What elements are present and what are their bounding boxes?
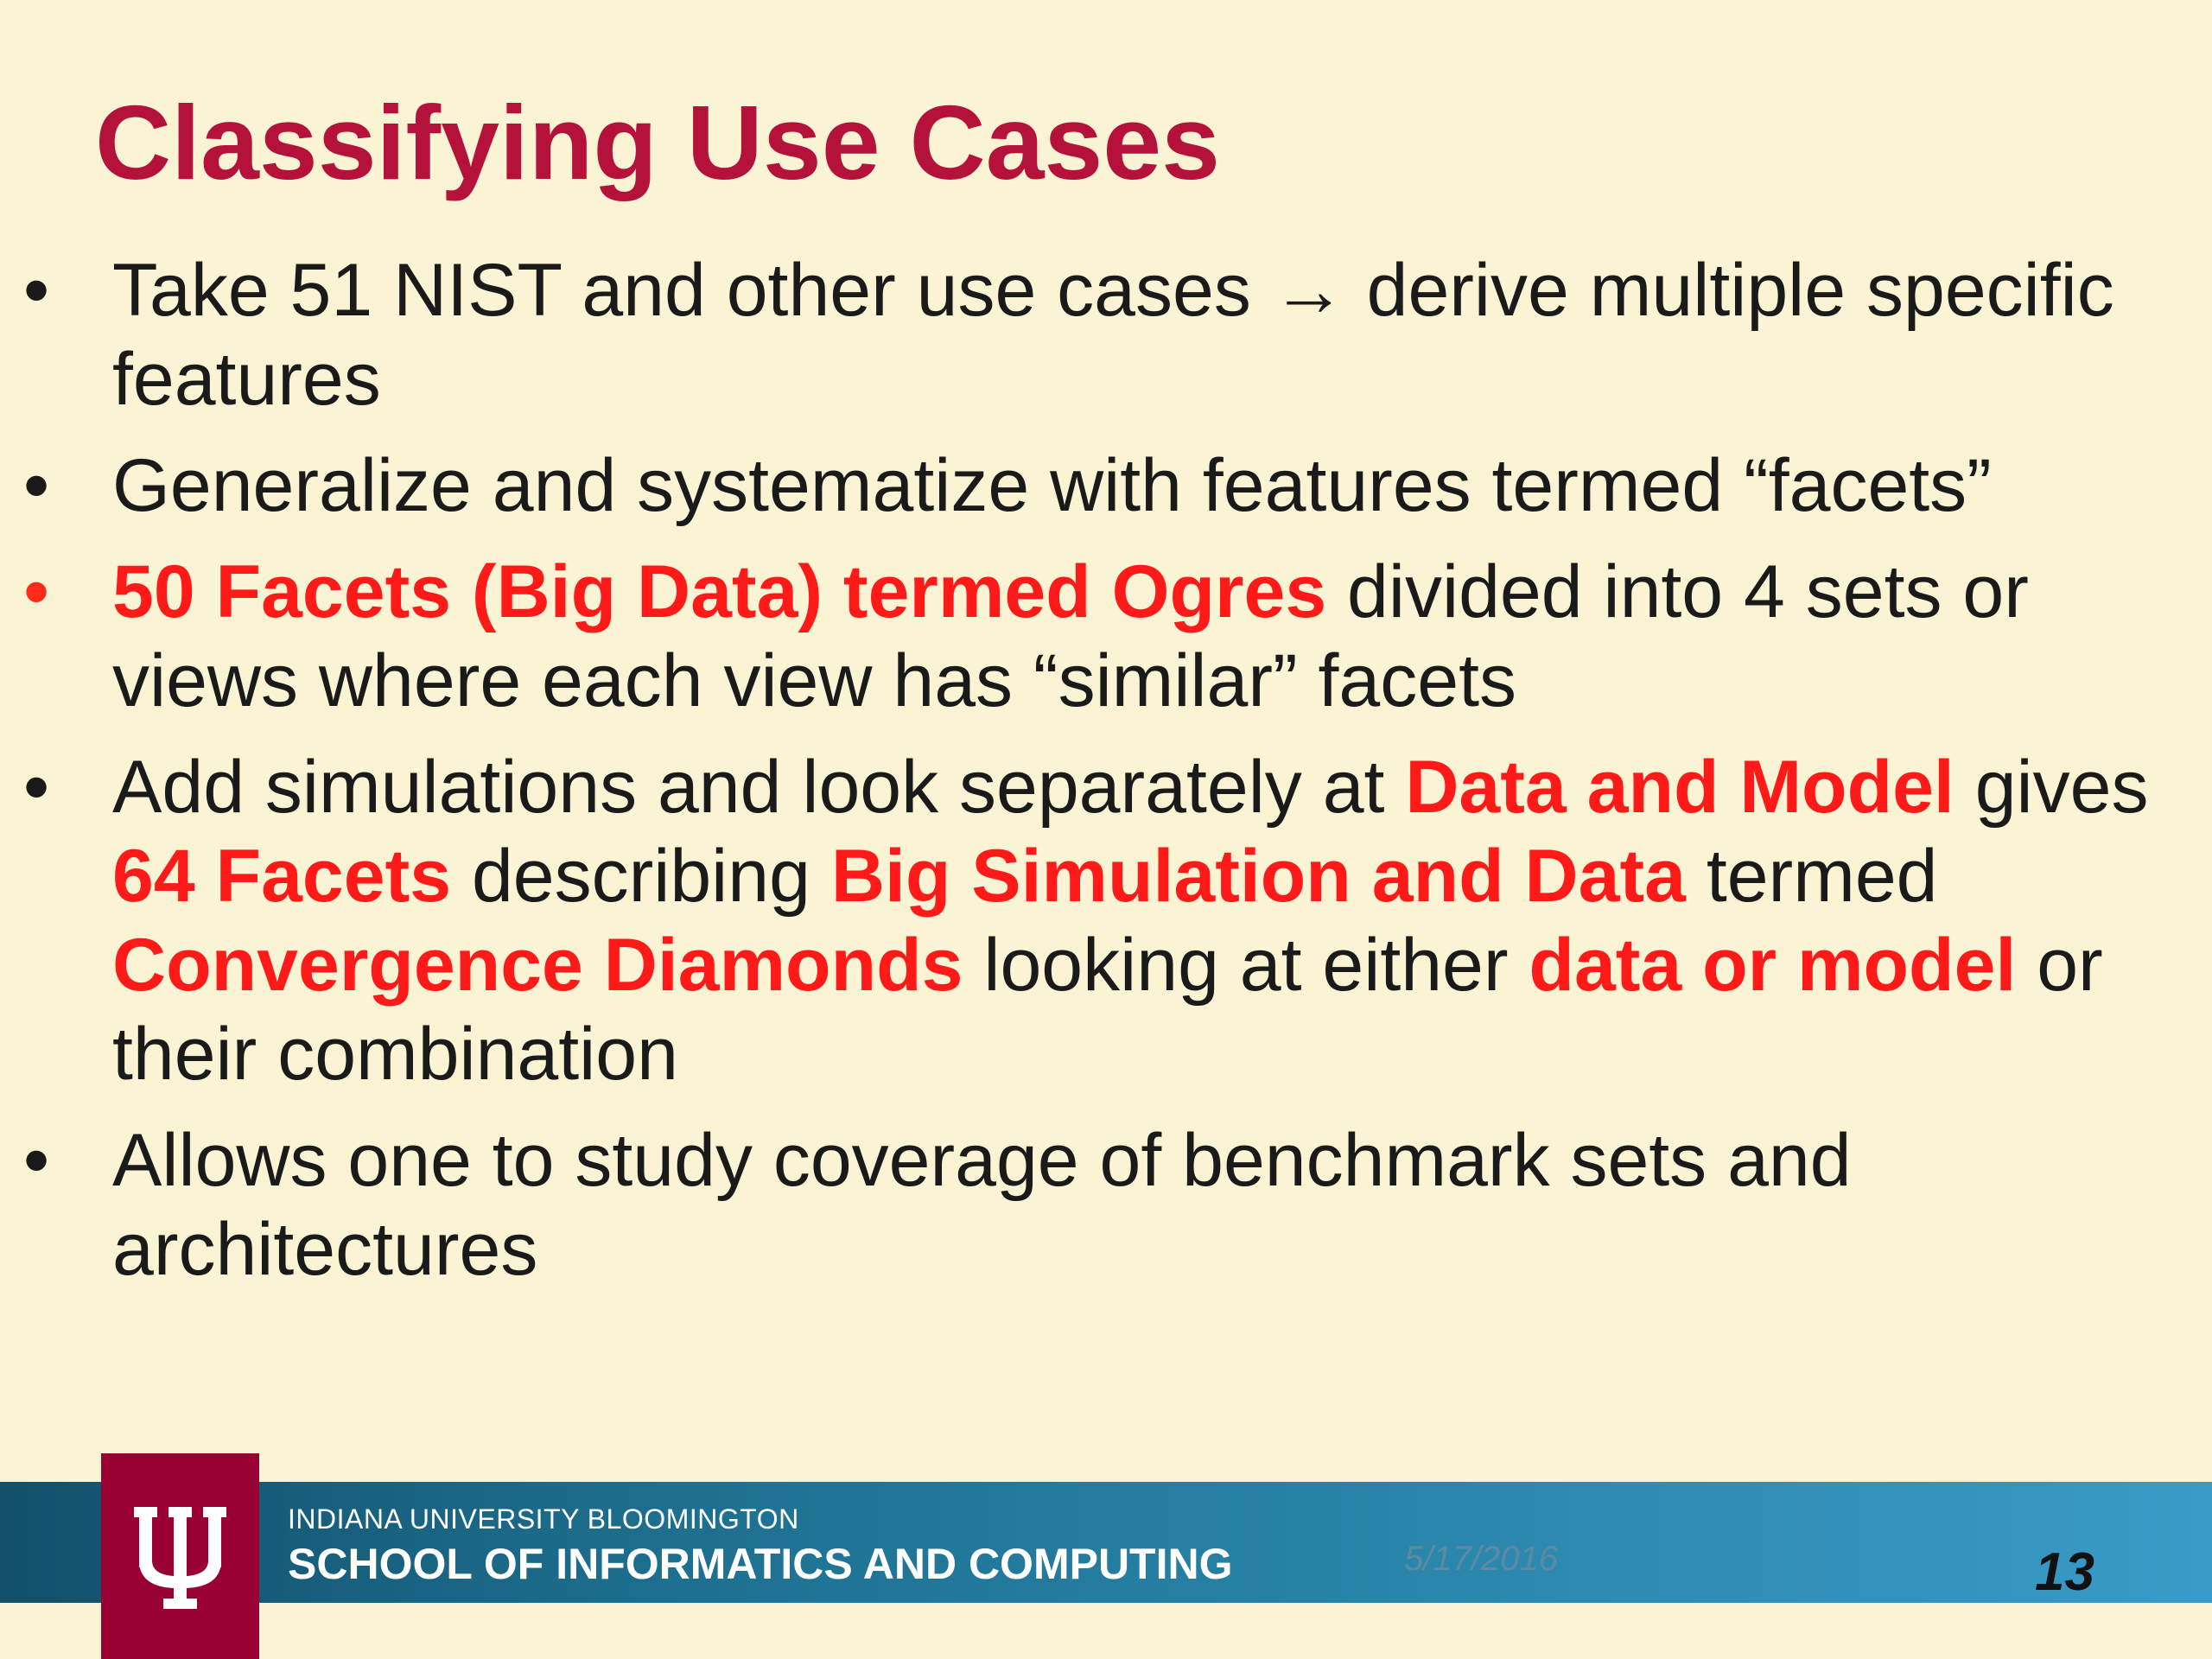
bullet-marker: • [23,1119,50,1202]
bullet-text: Add simulations and look separately at [112,746,1406,829]
slide-date: 5/17/2016 [1404,1540,1558,1578]
bullet-text: termed [1685,835,1938,918]
bullet-text: describing [451,835,831,918]
slide-title: Classifying Use Cases [95,84,1220,201]
bullet-highlight: Data and Model [1405,746,1955,829]
bullet-item [23,1116,2152,1294]
institution-name: INDIANA UNIVERSITY BLOOMINGTON [288,1503,799,1535]
bullet-highlight: Convergence Diamonds [112,924,963,1007]
bullet-item [23,548,2152,726]
school-name: SCHOOL OF INFORMATICS AND COMPUTING [288,1540,1233,1588]
iu-trident-icon [130,1507,230,1619]
bullet-text: Take 51 NIST and other use cases → derive multiple specific features [112,249,2114,421]
bullet-text: divided into 4 sets or views where each view has “similar” facets [112,550,2029,722]
bullet-text: gives [1954,746,2149,829]
bullet-highlight: 50 Facets (Big Data) termed Ogres [112,550,1327,633]
footer-bottom-strip [0,1603,2212,1659]
bullet-highlight: data or model [1529,924,2017,1007]
bullet-highlight: 64 Facets [112,835,452,918]
bullet-marker: • [23,249,50,332]
page-number: 13 [2035,1542,2094,1602]
bullet-marker: • [23,444,50,527]
iu-logo [101,1453,259,1659]
bullet-item [23,442,2152,531]
bullet-text: Allows one to study coverage of benchmark sets and architectures [112,1119,1852,1291]
bullet-list [23,246,2152,1312]
bullet-highlight: Big Simulation and Data [830,835,1686,918]
bullet-text: looking at either [963,924,1529,1007]
bullet-text: Generalize and systematize with features termed “facets” [112,444,1992,527]
bullet-marker: • [23,550,50,633]
bullet-marker: • [23,746,50,829]
bullet-item [23,246,2152,424]
bullet-text: or their combination [112,924,2103,1096]
bullet-item [23,743,2152,1099]
